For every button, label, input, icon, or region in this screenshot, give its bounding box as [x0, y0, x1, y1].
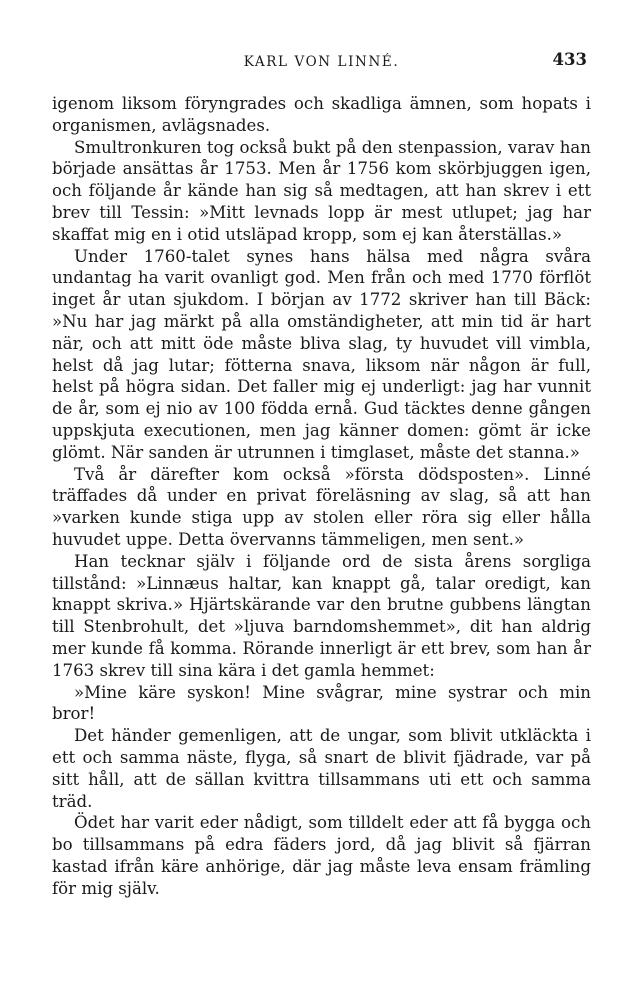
paragraph-5: Han tecknar själv i följande ord de sista årens sorgliga tillstånd: »Linnæus haltar, kan knappt gå, talar oredigt, kan knappt skriva.» Hjärtskärande var den brutne gubbens längtan till Stenbrohult, det »ljuva barndomshemmet», dit han aldrig mer kunde få komma. Rörande innerligt är ett brev, som han år 1763 skrev till sina kära i det gamla hemmet: [52, 551, 591, 680]
page-number: 433 [552, 50, 587, 69]
paragraph-4: Två år därefter kom också »första dödsposten». Linné träffades då under en privat föreläsning av slag, så att han »varken kunde stiga upp av stolen eller röra sig eller hålla huvudet uppe. Detta övervanns tämmeligen, men sent.» [52, 464, 591, 549]
letter-paragraph-1: Det händer gemenligen, att de ungar, som blivit utkläckta i ett och samma näste, flyga, så snart de blivit fjädrade, var på sitt håll, att de sällan kvittra tillsammans uti ett och samma träd. [52, 726, 591, 811]
running-title: KARL VON LINNÉ. [243, 54, 400, 70]
letter-salutation: »Mine käre syskon! Mine svågrar, mine systrar och min bror! [52, 682, 591, 724]
running-head [52, 50, 591, 74]
body-text [52, 93, 591, 899]
paragraph-3: Under 1760-talet synes hans hälsa med några svåra undantag ha varit ovanligt god. Men från och med 1770 förflöt inget år utan sjukdom. I början av 1772 skriver han till Bäck: »Nu har jag märkt på alla omständigheter, att min tid är hart när, och att mitt öde måste bliva slag, ty huvudet vill vimbla, helst då jag lutar; fötterna snava, liksom när någon är full, helst på högra sidan. Det faller mig ej underligt: jag har vunnit de år, som ej nio av 100 födda ernå. Gud täcktes denne gången uppskjuta executionen, men jag känner domen: gömt är icke glömt. När sanden är utrunnen i timglaset, måste det stanna.» [52, 246, 591, 462]
letter-paragraph-2: Ödet har varit eder nådigt, som tilldelt eder att få bygga och bo tillsammans på edra fäders jord, då jag blivit så fjärran kastad ifrån käre anhörige, där jag måste leva ensam främling för mig själv. [52, 813, 591, 898]
paragraph-1: igenom liksom föryngrades och skadliga ämnen, som hopats i organismen, avlägsnades. [52, 94, 591, 135]
paragraph-2: Smultronkuren tog också bukt på den stenpassion, varav han började ansättas år 1753. Men år 1756 kom skörbjuggen igen, och följande år kände han sig så medtagen, att han skrev i ett brev till Tessin: »Mitt levnads lopp är mest utlupet; jag har skaffat mig en i otid utsläpad kropp, som ej kan återställas.» [52, 137, 591, 244]
